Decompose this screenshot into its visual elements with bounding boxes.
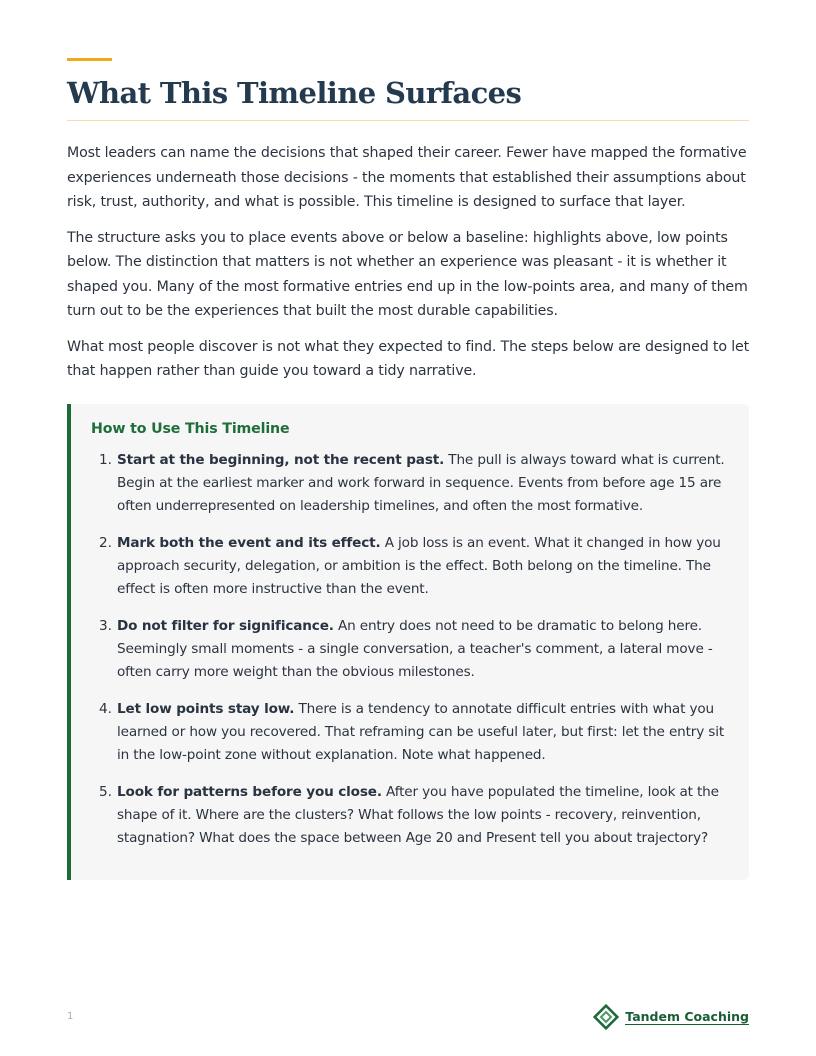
step-number: 1. (99, 452, 112, 468)
step-lead: Mark both the event and its effect. (117, 535, 381, 551)
step-number: 2. (99, 535, 112, 551)
accent-rule (67, 58, 112, 61)
steps-list (93, 449, 733, 864)
brand-name: Tandem Coaching (625, 1009, 749, 1024)
step-lead: Look for patterns before you close. (117, 784, 382, 800)
page-title: What This Timeline Surfaces (67, 76, 522, 110)
step-body: The pull is always toward what is current. Begin at the earliest marker and work forward in sequence. Events from before age 15 are often underrepresented on leadership timelines, and often the most formative. (117, 452, 725, 514)
intro-section (67, 141, 757, 395)
page-number: 1 (67, 1011, 74, 1022)
step-text (117, 449, 733, 518)
step-text (117, 781, 733, 850)
step-number: 5. (99, 784, 112, 800)
step-lead: Let low points stay low. (117, 701, 295, 717)
diamond-logo-icon (593, 1004, 619, 1030)
step-body: A job loss is an event. What it changed in how you approach security, delegation, or ambition is the effect. Both belong on the timeline. The effect is often more instructive than the event. (117, 535, 721, 597)
step-item (93, 615, 733, 684)
intro-paragraph: What most people discover is not what they expected to find. The steps below are designed to let that happen rather than guide you toward a tidy narrative. (67, 338, 750, 379)
step-lead: Do not filter for significance. (117, 618, 334, 634)
step-body: After you have populated the timeline, look at the shape of it. Where are the clusters? What follows the low points - recovery, reinvention, stagnation? What does the space between Age 20 and Present tell you about trajectory? (117, 784, 719, 846)
how-to-callout (67, 404, 749, 880)
step-number: 4. (99, 701, 112, 717)
intro-paragraph: Most leaders can name the decisions that shaped their career. Fewer have mapped the formative experiences underneath those decisions - the moments that established their assumptions about risk, trust, authority, and what is possible. This timeline is designed to surface that layer. (67, 145, 747, 210)
step-number: 3. (99, 618, 112, 634)
brand-footer (593, 1004, 749, 1030)
step-text (117, 698, 733, 767)
step-text (117, 532, 733, 601)
step-lead: Start at the beginning, not the recent past. (117, 452, 445, 468)
step-item (93, 781, 733, 850)
step-body: There is a tendency to annotate difficult entries with what you learned or how you recovered. That reframing can be useful later, but first: let the entry sit in the low-point zone without explanation. Note what happened. (117, 701, 725, 763)
intro-paragraph: The structure asks you to place events above or below a baseline: highlights above, low points below. The distinction that matters is not whether an experience was pleasant - it is whether it shaped you. Many of the most formative entries end up in the low-points area, and many of them turn out to be the experiences that built the most durable capabilities. (67, 229, 748, 319)
callout-heading: How to Use This Timeline (91, 421, 290, 437)
step-item (93, 532, 733, 601)
step-item (93, 698, 733, 767)
step-body: An entry does not need to be dramatic to belong here. Seemingly small moments - a single conversation, a teacher's comment, a lateral move - often carry more weight than the obvious milestones. (117, 618, 713, 680)
step-text (117, 615, 733, 684)
step-item (93, 449, 733, 518)
title-divider (67, 120, 749, 121)
